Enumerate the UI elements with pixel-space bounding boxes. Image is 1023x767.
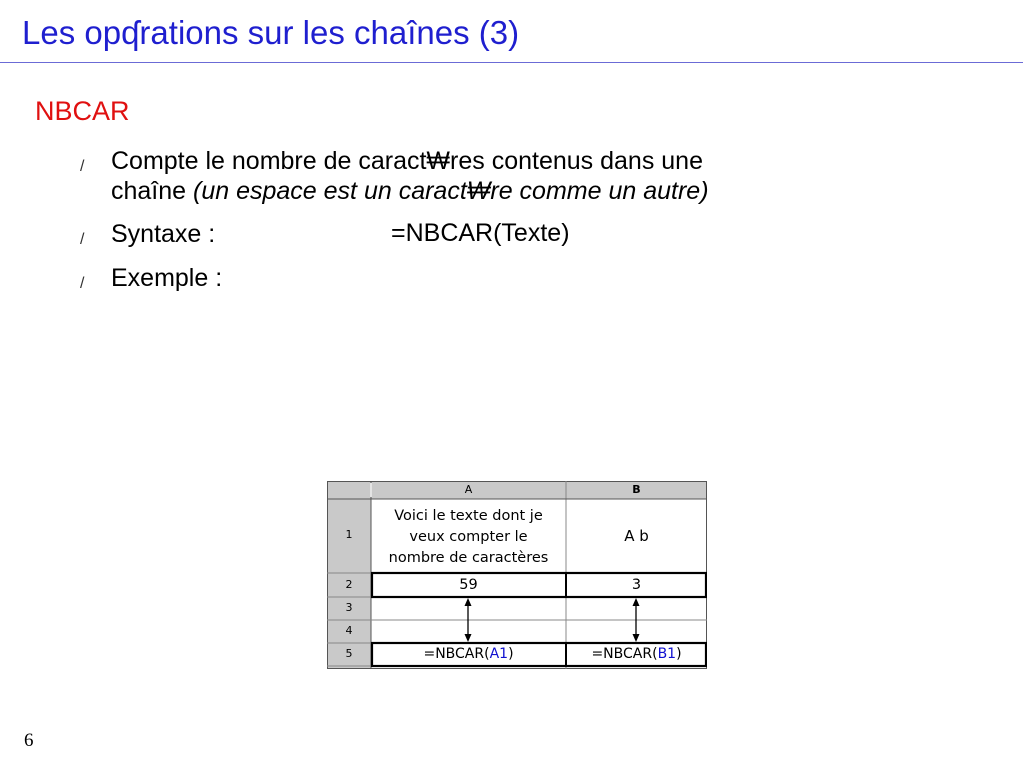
cell-b5 <box>566 646 707 662</box>
row-number: 1 <box>345 528 353 541</box>
formula-reference: B1 <box>657 646 677 662</box>
cell-b2: 3 <box>631 577 642 593</box>
title-divider <box>0 62 1023 63</box>
formula-suffix: ) <box>676 646 682 662</box>
cell-b1: A b <box>624 527 649 545</box>
spreadsheet-example <box>327 481 707 669</box>
bullet-text-line2: chaîne <box>111 177 194 205</box>
syntax-label: Syntaxe : <box>111 220 216 248</box>
row-number: 2 <box>345 578 353 591</box>
bullet-text-italic-note: (un espace est un caract₩re comme un autre) <box>193 177 709 205</box>
formula-prefix: =NBCAR( <box>423 646 490 662</box>
example-label: Exemple : <box>111 264 223 292</box>
bullet-glyph: / <box>80 231 85 248</box>
cell-a5 <box>371 646 566 662</box>
formula-suffix: ) <box>508 646 514 662</box>
cell-a1-line: Voici le texte dont je <box>394 508 543 524</box>
section-heading: NBCAR <box>35 96 130 126</box>
bullet-text-line1: Compte le nombre de caract₩res contenus dans une <box>111 147 703 175</box>
row-number: 5 <box>345 647 353 660</box>
column-header-a: A <box>464 483 473 496</box>
cell-a2: 59 <box>459 577 478 593</box>
formula-reference: A1 <box>489 646 509 662</box>
slide-title: Les opʠrations sur les chaînes (3) <box>22 14 520 51</box>
row-number: 3 <box>345 601 353 614</box>
row-number: 4 <box>345 624 353 637</box>
page-number: 6 <box>24 730 34 751</box>
cell-a1-line: nombre de caractères <box>388 550 549 566</box>
bullet-glyph: / <box>80 275 85 292</box>
bullet-glyph: / <box>80 158 85 175</box>
syntax-formula: =NBCAR(Texte) <box>391 219 570 247</box>
formula-prefix: =NBCAR( <box>591 646 658 662</box>
column-header-b: B <box>632 483 641 496</box>
cell-a1-line: veux compter le <box>409 529 528 545</box>
cell-a1 <box>371 506 566 569</box>
